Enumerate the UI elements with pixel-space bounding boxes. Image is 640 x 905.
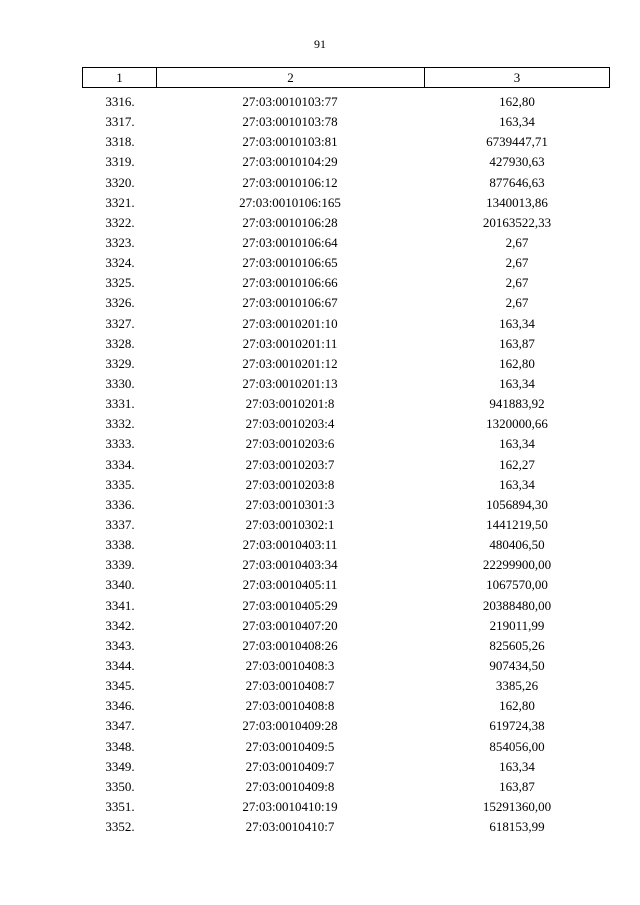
row-number: 3320.	[105, 174, 135, 190]
table-row	[82, 213, 610, 233]
row-number: 3346.	[105, 698, 135, 714]
row-value: 219011,99	[489, 617, 545, 633]
row-number: 3348.	[105, 738, 135, 754]
row-value: 20388480,00	[482, 597, 552, 613]
row-value: 3385,26	[495, 678, 539, 694]
row-value: 162,27	[499, 456, 535, 472]
cadastral-number: 27:03:0010103:81	[242, 134, 338, 150]
row-value: 162,80	[499, 698, 535, 714]
header-col-2: 2	[157, 68, 425, 87]
cadastral-number: 27:03:0010409:5	[245, 738, 335, 754]
row-number: 3318.	[105, 134, 135, 150]
header-col-1: 1	[83, 68, 157, 87]
row-number: 3316.	[105, 94, 135, 109]
table-row	[82, 374, 610, 394]
row-value: 427930,63	[489, 154, 545, 170]
cadastral-number: 27:03:0010405:29	[242, 597, 338, 613]
table-row	[82, 434, 610, 454]
cadastral-number: 27:03:0010201:10	[242, 315, 338, 331]
row-number: 3330.	[105, 375, 135, 391]
cadastral-number: 27:03:0010408:26	[242, 637, 338, 653]
cadastral-number: 27:03:0010201:12	[242, 355, 338, 371]
row-number: 3332.	[105, 416, 135, 432]
table-row	[82, 575, 610, 595]
cadastral-number: 27:03:0010104:29	[242, 154, 338, 170]
table-row	[82, 737, 610, 757]
row-value: 1320000,66	[486, 416, 548, 432]
table-row	[82, 354, 610, 374]
row-number: 3344.	[105, 657, 135, 673]
row-value: 163,34	[499, 758, 535, 774]
row-number: 3352.	[105, 819, 135, 835]
row-number: 3321.	[105, 194, 135, 210]
row-value: 163,87	[499, 778, 535, 794]
table-row	[82, 656, 610, 676]
table-row	[82, 233, 610, 253]
table-body	[82, 92, 610, 837]
row-number: 3343.	[105, 637, 135, 653]
table-row	[82, 132, 610, 152]
row-value: 6739447,71	[486, 134, 548, 150]
cadastral-number: 27:03:0010408:8	[245, 698, 335, 714]
row-number: 3337.	[105, 516, 135, 532]
cadastral-number: 27:03:0010409:7	[245, 758, 335, 774]
table-row	[82, 173, 610, 193]
row-number: 3331.	[105, 396, 135, 412]
row-value: 619724,38	[489, 718, 545, 734]
row-value: 163,87	[499, 335, 535, 351]
row-number: 3345.	[105, 678, 135, 694]
row-number: 3339.	[105, 557, 135, 573]
cadastral-number: 27:03:0010106:64	[242, 234, 338, 250]
table-header	[82, 67, 610, 88]
row-number: 3323.	[105, 234, 135, 250]
row-value: 162,80	[499, 355, 535, 371]
row-number: 3325.	[105, 275, 135, 291]
cadastral-number: 27:03:0010106:66	[242, 275, 338, 291]
cadastral-number: 27:03:0010403:34	[242, 557, 338, 573]
cadastral-number: 27:03:0010410:19	[242, 798, 338, 814]
table-row	[82, 676, 610, 696]
row-number: 3349.	[105, 758, 135, 774]
table-row	[82, 193, 610, 213]
cadastral-number: 27:03:0010201:11	[242, 335, 338, 351]
cadastral-number: 27:03:0010403:11	[242, 537, 338, 553]
header-col-3: 3	[513, 70, 521, 85]
table-row	[82, 334, 610, 354]
cadastral-number: 27:03:0010302:1	[245, 516, 335, 532]
row-value: 163,34	[499, 476, 535, 492]
table-row	[82, 596, 610, 616]
table-row	[82, 555, 610, 575]
row-value: 20163522,33	[482, 214, 552, 230]
table-row	[82, 797, 610, 817]
row-value: 618153,99	[489, 819, 545, 835]
table-row	[82, 394, 610, 414]
row-value: 163,34	[499, 114, 535, 130]
row-value: 2,67	[505, 234, 529, 250]
table-row	[82, 616, 610, 636]
cadastral-number: 27:03:0010106:12	[242, 174, 338, 190]
table-row	[82, 152, 610, 172]
row-number: 3340.	[105, 577, 135, 593]
row-number: 3335.	[105, 476, 135, 492]
table-row	[82, 475, 610, 495]
cadastral-number: 27:03:0010201:8	[245, 396, 335, 412]
row-value: 2,67	[505, 255, 529, 271]
row-value: 877646,63	[489, 174, 545, 190]
table-row	[82, 414, 610, 434]
row-value: 1340013,86	[486, 194, 548, 210]
table-row	[82, 777, 610, 797]
row-number: 3338.	[105, 537, 135, 553]
row-value: 825605,26	[489, 637, 545, 653]
row-value: 1441219,50	[486, 516, 548, 532]
row-number: 3328.	[105, 335, 135, 351]
table-row	[82, 455, 610, 475]
cadastral-number: 27:03:0010301:3	[245, 496, 335, 512]
table-row	[82, 817, 610, 837]
row-number: 3350.	[105, 778, 135, 794]
row-value: 941883,92	[489, 396, 545, 412]
row-number: 3342.	[105, 617, 135, 633]
row-value: 2,67	[505, 295, 529, 311]
table-row	[82, 293, 610, 313]
table-row	[82, 696, 610, 716]
row-value: 2,67	[505, 275, 529, 291]
table-row	[82, 273, 610, 293]
row-number: 3329.	[105, 355, 135, 371]
row-number: 3341.	[105, 597, 135, 613]
row-number: 3351.	[105, 798, 135, 814]
row-number: 3336.	[105, 496, 135, 512]
row-number: 3322.	[105, 214, 135, 230]
table-row	[82, 112, 610, 132]
table-row	[82, 716, 610, 736]
cadastral-number: 27:03:0010407:20	[242, 617, 338, 633]
cadastral-number: 27:03:0010103:78	[242, 114, 338, 130]
row-value: 1056894,30	[486, 496, 548, 512]
row-value: 854056,00	[489, 738, 545, 754]
table-row	[82, 636, 610, 656]
table-row	[82, 92, 610, 112]
cadastral-number: 27:03:0010203:6	[245, 436, 335, 452]
cadastral-number: 27:03:0010409:8	[245, 778, 335, 794]
table-row	[82, 757, 610, 777]
row-value: 15291360,00	[482, 798, 552, 814]
cadastral-number: 27:03:0010103:77	[242, 94, 338, 109]
cadastral-number: 27:03:0010405:11	[242, 577, 338, 593]
row-value: 163,34	[499, 436, 535, 452]
row-number: 3327.	[105, 315, 135, 331]
row-number: 3334.	[105, 456, 135, 472]
table-row	[82, 535, 610, 555]
row-value: 163,34	[499, 315, 535, 331]
cadastral-number: 27:03:0010106:165	[239, 194, 341, 210]
cadastral-number: 27:03:0010203:7	[245, 456, 335, 472]
cadastral-number: 27:03:0010203:8	[245, 476, 335, 492]
row-number: 3324.	[105, 255, 135, 271]
table-row	[82, 314, 610, 334]
cadastral-number: 27:03:0010408:7	[245, 678, 335, 694]
table-row	[82, 495, 610, 515]
row-value: 22299900,00	[482, 557, 552, 573]
row-value: 480406,50	[489, 537, 545, 553]
row-number: 3347.	[105, 718, 135, 734]
row-number: 3333.	[105, 436, 135, 452]
cadastral-number: 27:03:0010106:65	[242, 255, 338, 271]
cadastral-number: 27:03:0010409:28	[242, 718, 338, 734]
cadastral-number: 27:03:0010106:28	[242, 214, 338, 230]
cadastral-number: 27:03:0010410:7	[245, 819, 335, 835]
row-number: 3319.	[105, 154, 135, 170]
row-value: 907434,50	[489, 657, 545, 673]
table-row	[82, 515, 610, 535]
cadastral-number: 27:03:0010201:13	[242, 375, 338, 391]
table-row	[82, 253, 610, 273]
row-number: 3317.	[105, 114, 135, 130]
row-value: 1067570,00	[486, 577, 548, 593]
cadastral-number: 27:03:0010408:3	[245, 657, 335, 673]
row-value: 163,34	[499, 375, 535, 391]
cadastral-number: 27:03:0010203:4	[245, 416, 335, 432]
page-number: 91	[314, 37, 326, 51]
row-number: 3326.	[105, 295, 135, 311]
cadastral-number: 27:03:0010106:67	[242, 295, 338, 311]
row-value: 162,80	[499, 94, 535, 109]
